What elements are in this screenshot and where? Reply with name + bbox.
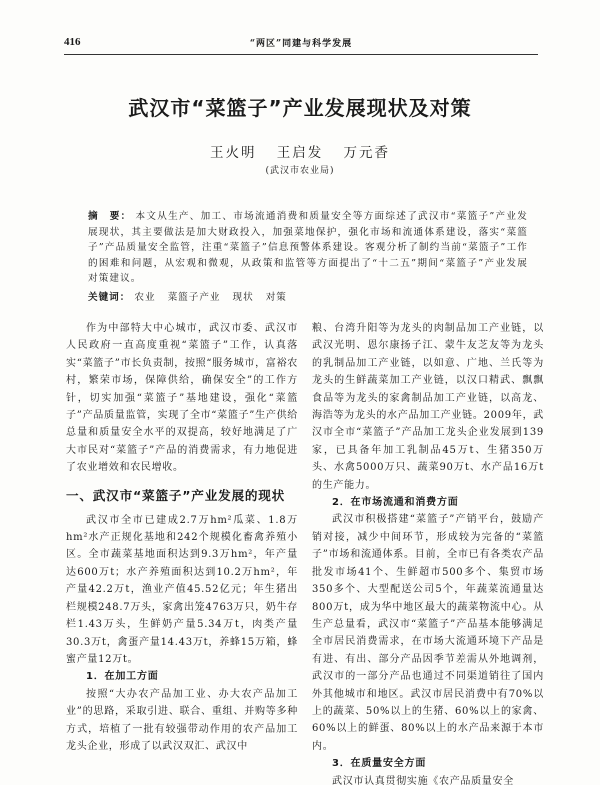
journal-name: “两区”同建与科学发展 (249, 39, 353, 49)
keywords (88, 289, 528, 303)
body-paragraph: 武汉市全市已建成2.7万hm²瓜菜、1.8万hm²水产正规化基地和242个规模化畜禽养殖小区。全市蔬菜基地面积达到9.3万hm²，年产量达600万t；水产养殖面积达到10.2万hm²，年产量42.2万t，渔业产值45.52亿元；年生猪出栏规模248.7万头，家禽出笼4763万只，奶牛存栏1.43万头，生鲜奶产量5.34万t，肉类产量30.3万t，禽蛋产量14.43万t，养蜂15万箱，蜂蜜产量12万t。 (66, 514, 298, 665)
abstract (88, 209, 528, 287)
keyword: 菜篮子产业 (167, 292, 221, 303)
affiliation: (武汉市农业局) (265, 166, 335, 176)
intro-paragraph: 作为中部特大中心城市，武汉市委、武汉市人民政府一直高度重视“菜篮子”工作，认真落实“菜篮子”市长负责制，按照“服务城市，富裕农村，繁荣市场，保障供给，确保安全”的工作方针，切实加强“菜篮子”基地建设，强化“菜篮子”产品质量监管，实现了全市“菜篮子”生产供给总量和质量安全水平的双提高，较好地满足了广大市民对“菜篮子”产品的消费需求，有力地促进了农业增效和农民增收。 (66, 323, 298, 474)
body-paragraph: 粮、台湾升阳等为龙头的肉制品加工产业链，以武汉光明、恩尔康扬子江、蒙牛友芝友等为龙头的乳制品加工产业链，以如意、广地、兰氏等为龙头的生鲜蔬菜加工产业链，以汉口精武、飘飘食品等为龙头的家禽制品加工产业链，以高龙、海浩等为龙头的水产品加工产业链。2009年，武汉市全市“菜篮子”产品加工龙头企业发展到139家，已具备年加工乳制品45万t、生猪350万头、水禽5000万只、蔬菜90万t、水产品16万t的生产能力。 (312, 323, 544, 491)
keyword: 对策 (265, 292, 287, 303)
keyword: 现状 (232, 292, 254, 303)
header-rule (64, 54, 538, 55)
body-paragraph: 武汉市积极搭建“菜篮子”产销平台，鼓励产销对接，减少中间环节，形成较为完备的“菜篮子”市场和流通体系。目前，全市已有各类农产品批发市场41个、生鲜超市500多个、集贸市场350多个、大型配送公司5个，年蔬菜流通量达800万t，成为华中地区最大的蔬菜物流中心。从生产总量看，武汉市“菜篮子”产品基本能够满足全市居民消费需求，在市场大流通环境下产品是有进、有出、部分产品因季节差需从外地调剂，武汉市的一部分产品也通过不同渠道销往了国内外其他城市和地区。武汉市居民消费中有70%以上的蔬菜、50%以上的生猪、60%以上的家禽、60%以上的鲜蛋、80%以上的水产品来源于本市内。 (312, 514, 544, 752)
subsection-heading: 3．在质量安全方面 (332, 758, 427, 770)
section-heading: 一、武汉市“菜篮子”产业发展的现状 (66, 487, 286, 503)
author-name: 王火明 (209, 145, 257, 161)
keyword: 农业 (134, 292, 156, 303)
body-paragraph: 按照“大办农产品加工业、办大农产品加工业”的思路，采取引进、联合、重组、并购等多种方式，培植了一批有较强带动作用的农产品加工龙头企业，形成了以武汉双汇、武汉中 (66, 688, 298, 752)
subsection-heading: 1．在加工方面 (86, 671, 159, 683)
author-list (0, 141, 600, 161)
running-header (64, 36, 538, 52)
author-name: 王启发 (276, 145, 324, 161)
right-column (312, 320, 544, 785)
body-paragraph: 武汉市认真贯彻实施《农产品质量安全 (332, 775, 514, 785)
left-column (66, 320, 298, 755)
author-name: 万元香 (343, 145, 391, 161)
abstract-label: 摘 要： (88, 211, 132, 222)
keywords-label: 关键词： (88, 292, 131, 303)
article-title: 武汉市“菜篮子”产业发展现状及对策 (128, 96, 472, 120)
subsection-heading: 2．在市场流通和消费方面 (332, 497, 459, 509)
page-number: 416 (64, 36, 81, 48)
abstract-text: 本文从生产、加工、市场流通消费和质量安全等方面综述了武汉市“菜篮子”产业发展现状，其主要做法是加大财政投入，加强菜地保护，强化市场和流通体系建设，落实“菜篮子”产品质量安全监管，注重“菜篮子”信息预警体系建设。客观分析了制约当前“菜篮子”工作的困难和问题，从宏观和微观，从政策和监管等方面提出了“十二五”期间“菜篮子”产业发展对策建议。 (88, 211, 528, 285)
